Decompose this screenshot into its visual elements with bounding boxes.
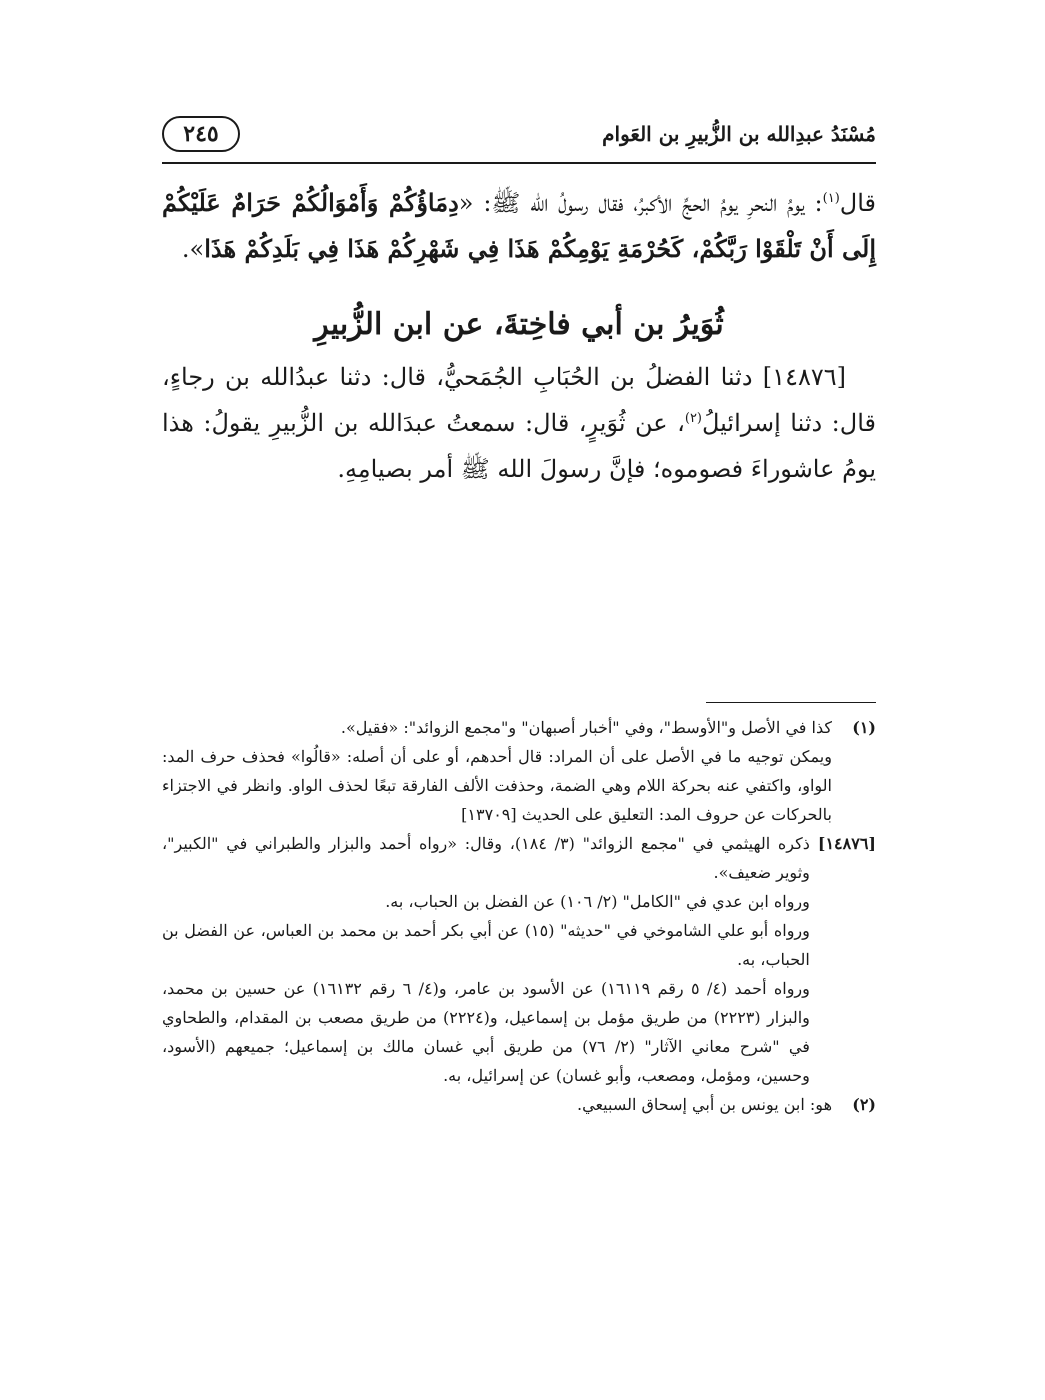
page-number: ٢٤٥ bbox=[162, 116, 240, 152]
footnote-1-line-2: ويمكن توجيه ما في الأصل على أن المراد: قال أحدهم، أو على أن أصله: «قالُوا» فحذف حرف المد: الواو، واكتفي عنه بحركة اللام وهي الضمة، وحذفت الألف الفارقة تبعًا لحذف الواو. وانظر في الاجتزاء بالحركات عن حروف المد: التعليق على الحديث [١٣٧٠٩] bbox=[162, 747, 833, 824]
footnote-hadith-marker: [١٤٨٧٦] bbox=[817, 834, 876, 853]
footnote-separator bbox=[706, 702, 876, 703]
footnote-1-marker: (١) bbox=[852, 718, 876, 737]
paragraph-1 bbox=[162, 180, 876, 272]
para2-part-b: ، عن ثُوَيرٍ، قال: سمعتُ عبدَالله بن الزُّبيرِ يقولُ: هذا يومُ عاشوراءَ فصوموه؛ فإنَّ رسولَ الله ﷺ أمر بصيامِهِ. bbox=[162, 409, 876, 483]
page bbox=[162, 108, 876, 1308]
footnote-2 bbox=[162, 1090, 876, 1119]
footnote-hadith-line-1: ذكره الهيثمي في "مجمع الزوائد" (٣/ ١٨٤)، وقال: «رواه أحمد والبزار والطبراني في "الكبير"، وثوير ضعيف». bbox=[162, 834, 810, 882]
footnotes bbox=[162, 702, 876, 1119]
page-header bbox=[162, 108, 876, 160]
footnote-ref-2[interactable]: (٢) bbox=[684, 411, 702, 426]
footnote-ref-1[interactable]: (١) bbox=[822, 191, 840, 206]
footnote-hadith-body bbox=[162, 829, 810, 1090]
main-text bbox=[162, 180, 876, 492]
footnote-2-marker: (٢) bbox=[852, 1095, 876, 1114]
running-title: مُسْنَدُ عبدِالله بن الزُّبيرِ بن العَوام bbox=[602, 122, 876, 146]
footnote-1-line-1: كذا في الأصل و"الأوسط"، وفي "أخبار أصبهان" و"مجمع الزوائد": «فقيل». bbox=[340, 718, 832, 737]
header-rule bbox=[162, 162, 876, 164]
footnote-1-body bbox=[162, 713, 832, 829]
hadith-text: دِمَاؤُكُمْ وَأَمْوَالُكُمْ حَرَامٌ عَلَيْكُمْ إِلَى أَنْ تَلْقَوْا رَبَّكُمْ، كَحُرْمَةِ يَوْمِكُمْ هَذَا فِي شَهْرِكُمْ هَذَا فِي بَلَدِكُمْ هَذَا bbox=[162, 188, 876, 263]
para2-part-a: [١٤٨٧٦] دثنا الفضلُ بن الحُبَابِ الجُمَحيُّ، قال: دثنا عبدُالله بن رجاءٍ، قال: دثنا إسرائيلُ bbox=[162, 363, 876, 437]
section-title: ثُوَيرُ بن أبي فاخِتةَ، عن ابن الزُّبيرِ bbox=[314, 307, 724, 342]
paragraph-2 bbox=[162, 354, 876, 492]
para1-intro: قال bbox=[839, 189, 876, 217]
footnote-hadith-line-2: ورواه ابن عدي في "الكامل" (٢/ ١٠٦) عن الفضل بن الحباب، به. bbox=[385, 892, 810, 911]
footnote-hadith-line-4: ورواه أحمد (٤/ ٥ رقم ١٦١١٩) عن الأسود بن عامر، و(٤/ ٦ رقم ١٦١٣٢) عن حسين بن محمد، والبزار (٢٢٢٣) من طريق مؤمل بن إسماعيل، و(٢٢٢٤) من طريق مصعب بن المقدام، والطحاوي في "شرح معاني الآثار" (٢/ ٧٦) من طريق أبي غسان مالك بن إسماعيل؛ جميعهم (الأسود، وحسين، ومؤمل، ومصعب، وأبو غسان) عن إسرائيل، به. bbox=[162, 979, 810, 1085]
para1-end: ». bbox=[181, 235, 205, 263]
footnote-hadith-line-3: ورواه أبو علي الشاموخي في "حديثه" (١٥) عن أبي بكر أحمد بن محمد بن العباس، عن الفضل بن الحباب، به. bbox=[162, 921, 810, 969]
footnote-hadith bbox=[162, 829, 876, 1090]
para1-text: : يومُ النحرِ يومُ الحجِّ الأكبرُ، فقال رسولُ الله ﷺ: « bbox=[458, 189, 823, 217]
footnote-2-line-1: هو: ابن يونس بن أبي إسحاق السبيعي. bbox=[577, 1095, 832, 1114]
footnote-2-body bbox=[162, 1090, 832, 1119]
footnote-1 bbox=[162, 713, 876, 829]
